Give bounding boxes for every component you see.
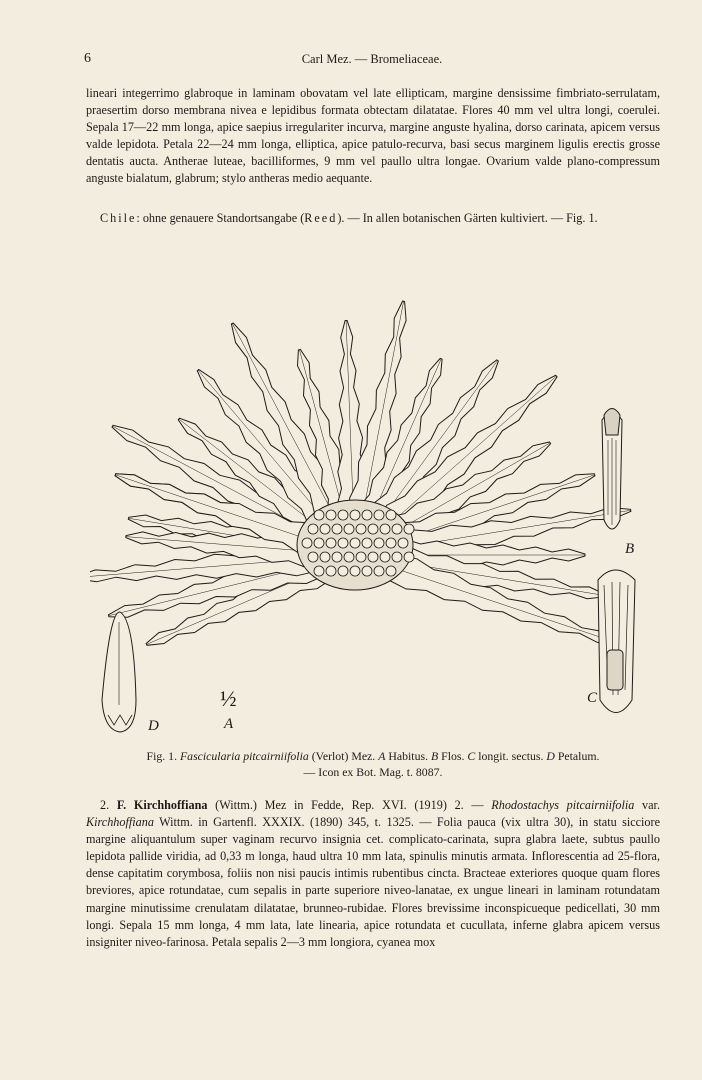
floret xyxy=(374,510,384,520)
caption-c-text: longit. sectus. xyxy=(475,749,544,763)
caption-d-text: Petalum. xyxy=(554,749,600,763)
caption-fig-number: Fig. 1. xyxy=(146,749,178,763)
caption-letter-a: A xyxy=(378,749,386,763)
floret xyxy=(344,524,354,534)
detail-petal-d xyxy=(102,612,136,732)
caption-letter-d: D xyxy=(546,749,555,763)
caption-letter-b: B xyxy=(430,749,439,763)
floret xyxy=(338,510,348,520)
floret xyxy=(362,510,372,520)
page-header xyxy=(84,51,660,71)
floret xyxy=(326,538,336,548)
caption-authority: (Verlot) Mez. xyxy=(308,749,376,763)
paragraph-description: lineari integerrimo glabroque in laminam obovatam vel late ellipticam, margine densissime fimbriato-serrulatam, praesertim dorso membrana nivea e lepidibus formata obtectam dilatatae. Flores 40 mm vel ultra longi, coerulei. Sepala 17—22 mm longa, apice saepius irregulariter incurva, margine anguste hyalina, dorso carinata, apicem versus valde lepidota. Petala 22—24 mm longa, elliptica, apice patulo-recurva, basi secus marginem ligulis erectis grosse dentatis aucta. Antherae luteae, bacilliformes, 9 mm vel paullo ultra longae. Ovarium valde plano-compressum anguste bialatum, glabrum; stylo antheras medio aequante. xyxy=(86,86,660,186)
label-a: A xyxy=(224,716,234,732)
distribution-text-2: ). — In allen botanischen Gärten kultiviert. — Fig. 1. xyxy=(337,211,598,225)
floret xyxy=(344,552,354,562)
caption-letter-c: C xyxy=(467,749,476,763)
floret xyxy=(380,524,390,534)
region-name: Chile xyxy=(100,211,137,225)
floret xyxy=(356,524,366,534)
floret xyxy=(392,524,402,534)
floret xyxy=(374,538,384,548)
floret xyxy=(350,510,360,520)
floret xyxy=(386,510,396,520)
label-b: B xyxy=(625,541,635,557)
floret xyxy=(386,566,396,576)
floret xyxy=(398,538,408,548)
figure-illustration xyxy=(90,250,650,745)
collector-name: Reed xyxy=(304,211,338,225)
caption-source: — Icon ex Bot. Mag. t. 8087. xyxy=(303,765,443,779)
label-c: C xyxy=(587,690,598,706)
floret xyxy=(302,538,312,548)
floret xyxy=(392,552,402,562)
running-title: Carl Mez. — Bromeliaceae. xyxy=(301,52,443,66)
page-number: 6 xyxy=(84,51,91,66)
floret xyxy=(314,566,324,576)
detail-section-c xyxy=(598,570,635,713)
floret xyxy=(368,524,378,534)
species-number: 2. xyxy=(100,798,110,812)
flower-head xyxy=(297,500,414,590)
detail-flower-b xyxy=(602,409,622,530)
floret xyxy=(350,566,360,576)
floret xyxy=(362,538,372,548)
figure-caption xyxy=(86,748,660,780)
label-d: D xyxy=(148,718,159,734)
leaf-rosette xyxy=(90,301,631,645)
synonym-variety: Kirchhoffiana xyxy=(86,815,154,830)
synonym-name: Rhodostachys pitcairniifolia xyxy=(491,798,635,812)
floret xyxy=(308,524,318,534)
caption-b-text: Flos. xyxy=(438,749,465,763)
floret xyxy=(368,552,378,562)
paragraph-species-2 xyxy=(86,797,660,951)
species-description: Wittm. in Gartenfl. XXXIX. (1890) 345, t. 1325. — Folia pauca (vix ultra 30), in statu sicciore margine aliquantulum super vaginam recurvo insignia cet. complicato-carinata, supra glabra laete, subtus paullo lepidota pallide viridia, ad 0,33 m longa, haud ultra 10 mm lata, spinulis minutis armata. Inflorescentia ad 25-flora, dense capitatim corymbosa, foliis non nisi paucis intimis rubentibus cincta. Bracteae exteriores quoque quam flores breviores, apice rotundatae, cum sepalis in parte superiore niveo-lanatae, ex ungue lineari in laminam rotundatam margine minutissime crenulatam dilatatae, brunneo-rubidae. Flores brevissime inconspicueque pedicellati, 30 mm longi. Sepala 15 mm longa, 4 mm lata, late linearia, apice rotundata et cucullata, inferne glabra apicem versus insigniter niveo-farinosa. Petala sepalis 2—3 mm longiora, cyanea mox xyxy=(86,815,660,949)
floret xyxy=(314,510,324,520)
paragraph-distribution xyxy=(86,210,660,227)
plant-drawing xyxy=(90,250,650,745)
floret xyxy=(320,552,330,562)
floret xyxy=(308,552,318,562)
synonym-connector: var. xyxy=(634,798,660,812)
species-citation: (Wittm.) Mez in Fedde, Rep. XVI. (1919) 2. — xyxy=(207,798,492,812)
label-scale: ½ xyxy=(220,686,237,711)
floret xyxy=(356,552,366,562)
floret xyxy=(326,510,336,520)
floret xyxy=(374,566,384,576)
floret xyxy=(404,524,414,534)
floret xyxy=(314,538,324,548)
floret xyxy=(350,538,360,548)
caption-species: Fascicularia pitcairniifolia xyxy=(179,749,309,763)
floret xyxy=(332,552,342,562)
floret xyxy=(404,552,414,562)
floret xyxy=(386,538,396,548)
floret xyxy=(380,552,390,562)
distribution-text-1: : ohne genauere Standortsangabe ( xyxy=(136,211,305,225)
floret xyxy=(332,524,342,534)
floret xyxy=(338,566,348,576)
floret xyxy=(338,538,348,548)
floret xyxy=(326,566,336,576)
caption-a-text: Habitus. xyxy=(385,749,429,763)
floret xyxy=(320,524,330,534)
floret xyxy=(362,566,372,576)
species-name: F. Kirchhoffiana xyxy=(116,798,208,812)
